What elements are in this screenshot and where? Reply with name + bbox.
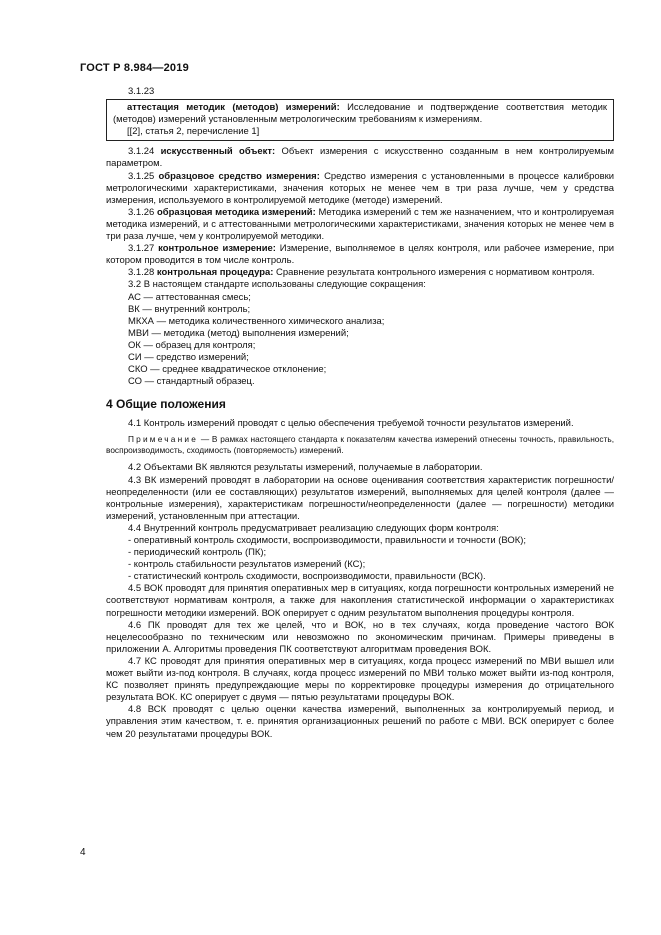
note-text: — В рамках настоящего стандарта к показателям качества измерений отнесены точность, правильность, воспроизводимость, сходимость (повторяемость) измерений. — [106, 434, 614, 456]
paragraph-4-2: 4.2 Объектами ВК являются результаты измерений, получаемые в лаборатории. — [128, 462, 483, 474]
document-header: ГОСТ Р 8.984—2019 — [80, 62, 189, 74]
term: контрольное измерение: — [158, 243, 276, 255]
page-number: 4 — [80, 847, 86, 858]
boxed-definition — [106, 99, 614, 141]
boxed-definition-reference: [[2], статья 2, перечисление 1] — [127, 126, 260, 138]
note — [106, 434, 614, 456]
note-label: Примечание — [128, 434, 199, 445]
definition-3-1-25 — [106, 171, 614, 207]
def-number: 3.1.26 — [128, 206, 155, 218]
abbreviation-item: ОК — образец для контроля; — [128, 339, 256, 351]
definition: Объект измерения с искусственно созданным в нем контролируемым параметром. — [106, 146, 614, 170]
def-number: 3.1.28 — [128, 267, 155, 279]
paragraph-4-8: 4.8 ВСК проводят с целью оценки качества измерений, выполненных за контролируемый период, и управления этим качеством, т. е. принятия организационных решений по работе с МВИ. ВСК оперирует с более чем 20 результатами процедуры ВОК. — [106, 704, 614, 740]
term: образцовое средство измерения: — [158, 170, 320, 182]
section-heading: 4 Общие положения — [106, 397, 226, 412]
abbreviation-item: СО — стандартный образец. — [128, 376, 255, 388]
paragraph-4-6: 4.6 ПК проводят для тех же целей, что и ВОК, но в тех случаях, когда проведение частого ВОК нецелесообразно по техническим или невозможно по экономическим причинам. Примеры приведены в приложении А. Алгоритмы проведения ПК соответствуют алгоритмам проведения ВОК. — [106, 619, 614, 655]
abbreviation-item: МКХА — методика количественного химического анализа; — [128, 315, 385, 327]
definition-3-1-26 — [106, 207, 614, 243]
paragraph-4-1: 4.1 Контроль измерений проводят с целью обеспечения требуемой точности результатов измерений. — [128, 418, 574, 430]
abbreviation-item: АС — аттестованная смесь; — [128, 291, 251, 303]
paragraph-4-3: 4.3 ВК измерений проводят в лаборатории на основе оценивания соответствия характеристик погрешности/неопределенности (или ее составляющих) результатов измерений, выполняемых для целей контроля (далее — контрольные измерения), характеристикам погрешности/неопределенности (далее — погрешности) методики измерений, установленным при аттестации. — [106, 474, 614, 522]
boxed-definition-text — [113, 102, 607, 126]
definition-3-1-24 — [106, 146, 614, 170]
page-content — [106, 86, 614, 741]
definition: Сравнение результата контрольного измерения с нормативом контроля. — [273, 267, 595, 279]
control-form-item: - оперативный контроль сходимости, воспроизводимости, правильности и точности (ВОК); — [128, 535, 526, 546]
term: контрольная процедура: — [156, 267, 274, 279]
definition: Методика измерений с тем же назначением, что и контролируемая методика измерений, и с аттестованными метрологическими характеристиками, значения которых не менее чем в три раза лучше, чем у контролируемой методики. — [106, 206, 614, 243]
control-form-item: - контроль стабильности результатов измерений (КС); — [128, 559, 366, 571]
definition-3-1-27 — [106, 243, 614, 267]
control-form-item: - статистический контроль сходимости, воспроизводимости, правильности (ВСК). — [128, 571, 486, 583]
term: образцовая методика измерений: — [156, 206, 316, 218]
abbreviation-item: СИ — средство измерений; — [128, 351, 249, 363]
def-number: 3.1.25 — [128, 170, 155, 182]
paragraph-4-7: 4.7 КС проводят для принятия оперативных мер в ситуациях, когда процесс измерений по МВИ вышел или может выйти из-под контроля. В случаях, когда процесс измерений по МВИ только может выйти из-под контроля, КС позволяет принять предупреждающие меры по корректировке процедуры измерения до отрицательного результата ВОК. КС оперирует с двумя — пятью результатами процедуры ВОК. — [106, 655, 614, 704]
boxed-term-number: 3.1.23 — [128, 86, 155, 97]
definition: Исследование и подтверждение соответствия методик (методов) измерений установленным метрологическим требованиям к измерениям. — [113, 102, 607, 126]
control-form-item: - периодический контроль (ПК); — [128, 547, 267, 559]
abbreviations-intro: 3.2 В настоящем стандарте использованы следующие сокращения: — [128, 279, 426, 291]
term: аттестация методик (методов) измерений: — [127, 102, 340, 114]
paragraph-4-5: 4.5 ВОК проводят для принятия оперативных мер в ситуациях, когда погрешности контрольных измерений не соответствуют нормативам контроля, а также для накопления статистической информации о характеристиках погрешности методики измерений. ВОК оперирует с одним результатом выполнения процедуры контроля. — [106, 583, 614, 619]
abbreviation-item: ВК — внутренний контроль; — [128, 303, 251, 315]
def-number: 3.1.27 — [128, 243, 155, 255]
abbreviation-item: СКО — среднее квадратическое отклонение; — [128, 364, 327, 376]
term: искусственный объект: — [160, 146, 276, 158]
definition: Средство измерения с установленными в процессе калибровки метрологическими характеристиками, значения которых не менее чем в три раза лучше, чем у средства измерения, используемого в контролируемой методике (методе) измерений. — [106, 170, 615, 206]
def-number: 3.1.24 — [128, 146, 155, 158]
abbreviation-item: МВИ — методика (метод) выполнения измерений; — [128, 327, 349, 339]
definition-3-1-28 — [106, 267, 614, 279]
paragraph-4-4: 4.4 Внутренний контроль предусматривает реализацию следующих форм контроля: — [128, 522, 499, 534]
definition: Измерение, выполняемое в целях контроля, или рабочее измерение, при котором проводится в том числе контроль. — [106, 243, 614, 267]
